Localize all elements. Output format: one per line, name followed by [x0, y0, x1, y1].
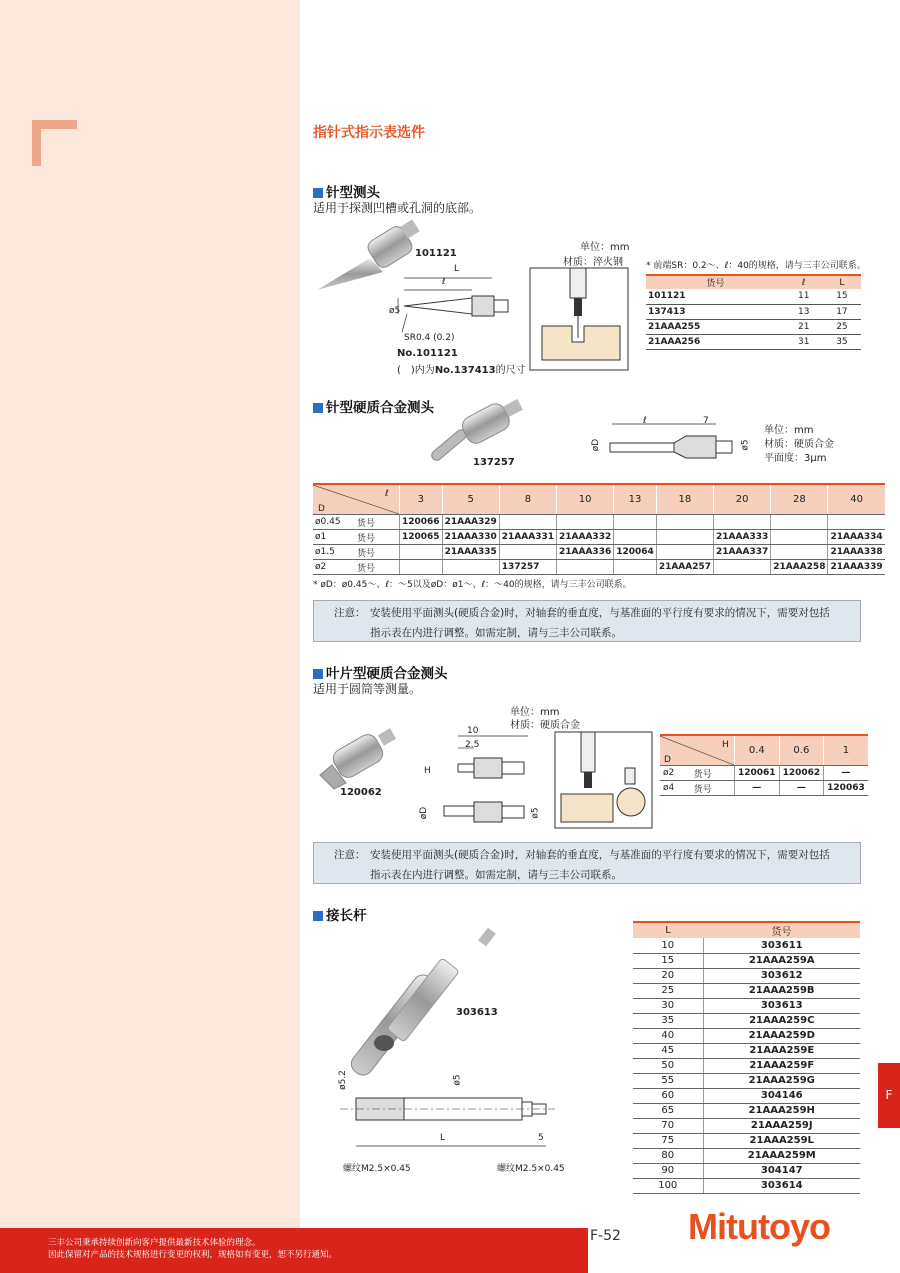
- part-cell: 21AAA259G: [703, 1073, 860, 1088]
- length-cell: 20: [633, 968, 703, 983]
- length-cell: 35: [633, 1013, 703, 1028]
- table-row: [660, 781, 868, 796]
- section-title-text: 接长杆: [326, 908, 367, 924]
- table-cell: —: [824, 766, 868, 781]
- part-cell: 303612: [703, 968, 860, 983]
- table-cell: 21AAA336: [557, 545, 614, 560]
- column-header: 40: [828, 484, 885, 515]
- label-cell: 货号: [691, 766, 735, 781]
- table-row: [633, 953, 860, 968]
- blade-usage-diagram: [555, 732, 652, 828]
- corner-top: H: [722, 740, 729, 750]
- table-cell: 21AAA332: [557, 530, 614, 545]
- table-row: [633, 1163, 860, 1178]
- part-cell: 21AAA259D: [703, 1028, 860, 1043]
- table-row: [633, 968, 860, 983]
- note-text-2: 指示表在内进行调整。如需定制，请与三丰公司联系。: [370, 869, 622, 881]
- column-header: 20: [714, 484, 771, 515]
- dim-5-2: ø5.2: [337, 1070, 348, 1090]
- length-cell: 55: [633, 1073, 703, 1088]
- column-header: 3: [400, 484, 443, 515]
- blade-probe-drawing: [430, 730, 540, 830]
- bullet-square-icon: [313, 911, 323, 921]
- section-desc: 适用于探测凹槽或孔洞的底部。: [313, 201, 482, 215]
- header-row: [313, 484, 885, 515]
- length-cell: 100: [633, 1178, 703, 1193]
- part-cell: 303614: [703, 1178, 860, 1193]
- part-number-label: 303613: [456, 1007, 498, 1018]
- dim-5b: 5: [538, 1133, 544, 1143]
- length-cell: 75: [633, 1133, 703, 1148]
- diameter-cell: ø1: [313, 530, 355, 545]
- dim-L: L: [454, 264, 460, 274]
- bullet-square-icon: [313, 188, 323, 198]
- part-number-label: 120062: [340, 787, 382, 798]
- table-cell: 21AAA333: [714, 530, 771, 545]
- column-header: L: [633, 922, 703, 938]
- table-row: [633, 1088, 860, 1103]
- part-cell: 21AAA259L: [703, 1133, 860, 1148]
- table-cell: [656, 545, 713, 560]
- table-cell: [656, 530, 713, 545]
- part-cell: 21AAA259C: [703, 1013, 860, 1028]
- unit-label: 单位：mm: [510, 707, 560, 718]
- section-title-text: 针型硬质合金测头: [326, 400, 434, 416]
- table-row: [633, 1118, 860, 1133]
- part-cell: 303611: [703, 938, 860, 953]
- material-label: 材质：淬火钢: [563, 257, 623, 268]
- drawing-caption-2: ( )内为No.137413的尺寸: [397, 365, 526, 376]
- table-row: [633, 1028, 860, 1043]
- dim-7: 7: [703, 416, 709, 426]
- column-header: 1: [824, 735, 868, 766]
- length-cell: 45: [633, 1043, 703, 1058]
- dim-H: H: [424, 766, 431, 776]
- table-cell: 120066: [400, 515, 443, 530]
- table-row: [633, 1148, 860, 1163]
- column-header: 28: [771, 484, 828, 515]
- table-row: [633, 1013, 860, 1028]
- table-cell: 21AAA258: [771, 560, 828, 575]
- header-row: [660, 735, 868, 766]
- corner-top: ℓ: [385, 489, 389, 499]
- table-cell: 21AAA334: [828, 530, 885, 545]
- section-title-carbide-needle: [313, 396, 434, 416]
- caution-note: [313, 842, 861, 884]
- caution-note: [313, 600, 861, 642]
- extension-rod-table: [633, 921, 860, 1194]
- corner-mark-vertical: [32, 120, 41, 166]
- dim-10: 10: [467, 726, 479, 736]
- label-cell: 货号: [355, 545, 400, 560]
- part-cell: 21AAA259M: [703, 1148, 860, 1163]
- dim-5: ø5: [740, 439, 751, 451]
- table-cell: [499, 515, 556, 530]
- length-cell: 15: [633, 953, 703, 968]
- dim-D: øD: [419, 806, 430, 820]
- corner-cell: [313, 484, 400, 515]
- table-row: [313, 560, 885, 575]
- column-header: 5: [442, 484, 499, 515]
- length-cell: 10: [633, 938, 703, 953]
- length-cell: 65: [633, 1103, 703, 1118]
- needle-spec-table: [646, 274, 861, 350]
- table-note: * øD：ø0.45～、ℓ：～5以及øD：ø1～、ℓ：～40的规格，请与三丰公司联系。: [313, 580, 632, 590]
- part-cell: 21AAA259E: [703, 1043, 860, 1058]
- length-cell: 25: [633, 983, 703, 998]
- table-cell: —: [779, 781, 824, 796]
- part-cell: 21AAA259F: [703, 1058, 860, 1073]
- table-cell: 21AAA337: [714, 545, 771, 560]
- dim-d5: ø5: [389, 306, 401, 316]
- bullet-square-icon: [313, 403, 323, 413]
- table-cell: [656, 515, 713, 530]
- table-cell: [499, 545, 556, 560]
- section-title-text: 叶片型硬质合金测头: [326, 666, 448, 682]
- part-cell: 304146: [703, 1088, 860, 1103]
- table-cell: [614, 530, 657, 545]
- length-cell: 90: [633, 1163, 703, 1178]
- table-cell: 120065: [400, 530, 443, 545]
- table-row: [633, 1043, 860, 1058]
- dim-5: ø5: [452, 1074, 463, 1086]
- part-cell: 21AAA259J: [703, 1118, 860, 1133]
- corner-bottom: D: [318, 504, 325, 514]
- length-cell: 80: [633, 1148, 703, 1163]
- brand-logo: Mitutoyo: [688, 1206, 830, 1247]
- part-cell: 21AAA259H: [703, 1103, 860, 1118]
- section-title-extension: [313, 904, 367, 924]
- part-number-label: 101121: [415, 248, 457, 259]
- unit-label: 单位：mm: [764, 425, 814, 436]
- column-header: 0.4: [735, 735, 780, 766]
- table-row: [633, 938, 860, 953]
- table-row: 101121 11 15: [646, 289, 861, 304]
- length-cell: 30: [633, 998, 703, 1013]
- length-cell: 70: [633, 1118, 703, 1133]
- table-cell: [771, 530, 828, 545]
- table-row: [633, 1073, 860, 1088]
- sidebar-panel: [0, 0, 300, 1228]
- table-row: [313, 545, 885, 560]
- table-cell: [442, 560, 499, 575]
- table-row: 21AAA256 31 35: [646, 334, 861, 349]
- footer-line: 三丰公司秉承持续创新向客户提供最新技术体验的理念。: [48, 1238, 261, 1248]
- column-header: L: [823, 275, 861, 289]
- table-row: [633, 1133, 860, 1148]
- diameter-cell: ø4: [660, 781, 691, 796]
- table-cell: 120063: [824, 781, 868, 796]
- carbide-needle-drawing: [598, 420, 753, 465]
- table-row: [660, 766, 868, 781]
- note-text-2: 指示表在内进行调整。如需定制，请与三丰公司联系。: [370, 627, 622, 639]
- column-header: 10: [557, 484, 614, 515]
- table-cell: [400, 545, 443, 560]
- thread-label-right: 螺纹M2.5×0.45: [497, 1164, 565, 1174]
- section-title-text: 针型测头: [326, 185, 380, 201]
- table-cell: —: [735, 781, 780, 796]
- blade-probe-photo: [318, 725, 398, 790]
- table-cell: [771, 545, 828, 560]
- dim-2-5: 2.5: [465, 740, 480, 750]
- extension-rod-photo: [362, 925, 522, 1065]
- dim-l: ℓ: [442, 277, 446, 287]
- note-label: 注意：: [334, 607, 366, 619]
- dim-sr: SR0.4 (0.2): [404, 333, 455, 343]
- flatness-label: 平面度：3μm: [764, 453, 827, 464]
- table-row: 137413 13 17: [646, 304, 861, 319]
- table-cell: 21AAA338: [828, 545, 885, 560]
- table-cell: 21AAA339: [828, 560, 885, 575]
- page-title: 指针式指示表选件: [313, 125, 425, 141]
- table-row: [633, 1058, 860, 1073]
- section-title-needle: [313, 181, 380, 201]
- column-header: 0.6: [779, 735, 824, 766]
- label-cell: 货号: [355, 530, 400, 545]
- table-row: [313, 530, 885, 545]
- dim-D: øD: [591, 438, 602, 452]
- table-row: [633, 1103, 860, 1118]
- label-cell: 货号: [355, 515, 400, 530]
- section-desc: 适用于圆筒等测量。: [313, 682, 422, 696]
- table-cell: [714, 515, 771, 530]
- unit-label: 单位：mm: [580, 242, 630, 253]
- section-title-blade: [313, 662, 448, 682]
- length-cell: 50: [633, 1058, 703, 1073]
- column-header: 13: [614, 484, 657, 515]
- table-cell: [614, 515, 657, 530]
- table-cell: 120061: [735, 766, 780, 781]
- table-cell: [400, 560, 443, 575]
- diameter-cell: ø2: [313, 560, 355, 575]
- column-header: 货号: [646, 275, 785, 289]
- corner-cell: [660, 735, 735, 766]
- diameter-cell: ø1.5: [313, 545, 355, 560]
- part-cell: 21AAA259B: [703, 983, 860, 998]
- table-cell: [557, 560, 614, 575]
- material-label: 材质：硬质合金: [764, 439, 834, 450]
- table-cell: 120062: [779, 766, 824, 781]
- column-header: 货号: [703, 922, 860, 938]
- table-cell: 21AAA335: [442, 545, 499, 560]
- part-cell: 303613: [703, 998, 860, 1013]
- part-cell: 21AAA259A: [703, 953, 860, 968]
- table-note: * 前端SR：0.2～、ℓ：40的规格，请与三丰公司联系。: [646, 261, 866, 271]
- column-header: 18: [656, 484, 713, 515]
- part-number-label: 137257: [473, 457, 515, 468]
- note-text: 安装使用平面测头(硬质合金)时，对轴套的垂直度，与基准面的平行度有要求的情况下，需要对包括: [370, 607, 830, 619]
- table-row: [633, 1178, 860, 1193]
- table-cell: [771, 515, 828, 530]
- section-tab[interactable]: F: [878, 1063, 900, 1128]
- corner-bottom: D: [664, 755, 671, 765]
- dim-l: ℓ: [643, 416, 647, 426]
- table-cell: [614, 560, 657, 575]
- table-cell: [714, 560, 771, 575]
- dim-L: L: [440, 1133, 446, 1143]
- extension-rod-drawing: [340, 1080, 570, 1170]
- column-header: 8: [499, 484, 556, 515]
- footer-text: [48, 1237, 337, 1261]
- thread-label-left: 螺纹M2.5×0.45: [343, 1164, 411, 1174]
- column-header: ℓ: [785, 275, 823, 289]
- length-cell: 40: [633, 1028, 703, 1043]
- footer-line: 因此保留对产品的技术规格进行变更的权利，规格如有变更，恕不另行通知。: [48, 1250, 338, 1260]
- material-label: 材质：硬质合金: [510, 720, 580, 731]
- table-cell: 120064: [614, 545, 657, 560]
- label-cell: 货号: [691, 781, 735, 796]
- drawing-caption: No.101121: [397, 348, 458, 359]
- bullet-square-icon: [313, 669, 323, 679]
- table-cell: 21AAA257: [656, 560, 713, 575]
- page-number: F-52: [590, 1228, 621, 1244]
- needle-usage-diagram: [530, 268, 628, 370]
- table-cell: 21AAA330: [442, 530, 499, 545]
- length-cell: 60: [633, 1088, 703, 1103]
- table-row: [633, 998, 860, 1013]
- table-row: [633, 983, 860, 998]
- note-label: 注意：: [334, 849, 366, 861]
- diameter-cell: ø2: [660, 766, 691, 781]
- table-cell: 137257: [499, 560, 556, 575]
- blade-spec-table: [660, 734, 868, 796]
- table-cell: [557, 515, 614, 530]
- label-cell: 货号: [355, 560, 400, 575]
- table-cell: 21AAA331: [499, 530, 556, 545]
- table-row: 21AAA255 21 25: [646, 319, 861, 334]
- carbide-needle-table: [313, 483, 885, 575]
- table-cell: 21AAA329: [442, 515, 499, 530]
- diameter-cell: ø0.45: [313, 515, 355, 530]
- table-row: [313, 515, 885, 530]
- note-text: 安装使用平面测头(硬质合金)时，对轴套的垂直度，与基准面的平行度有要求的情况下，需要对包括: [370, 849, 830, 861]
- dim-5: ø5: [530, 807, 541, 819]
- part-cell: 304147: [703, 1163, 860, 1178]
- table-cell: [828, 515, 885, 530]
